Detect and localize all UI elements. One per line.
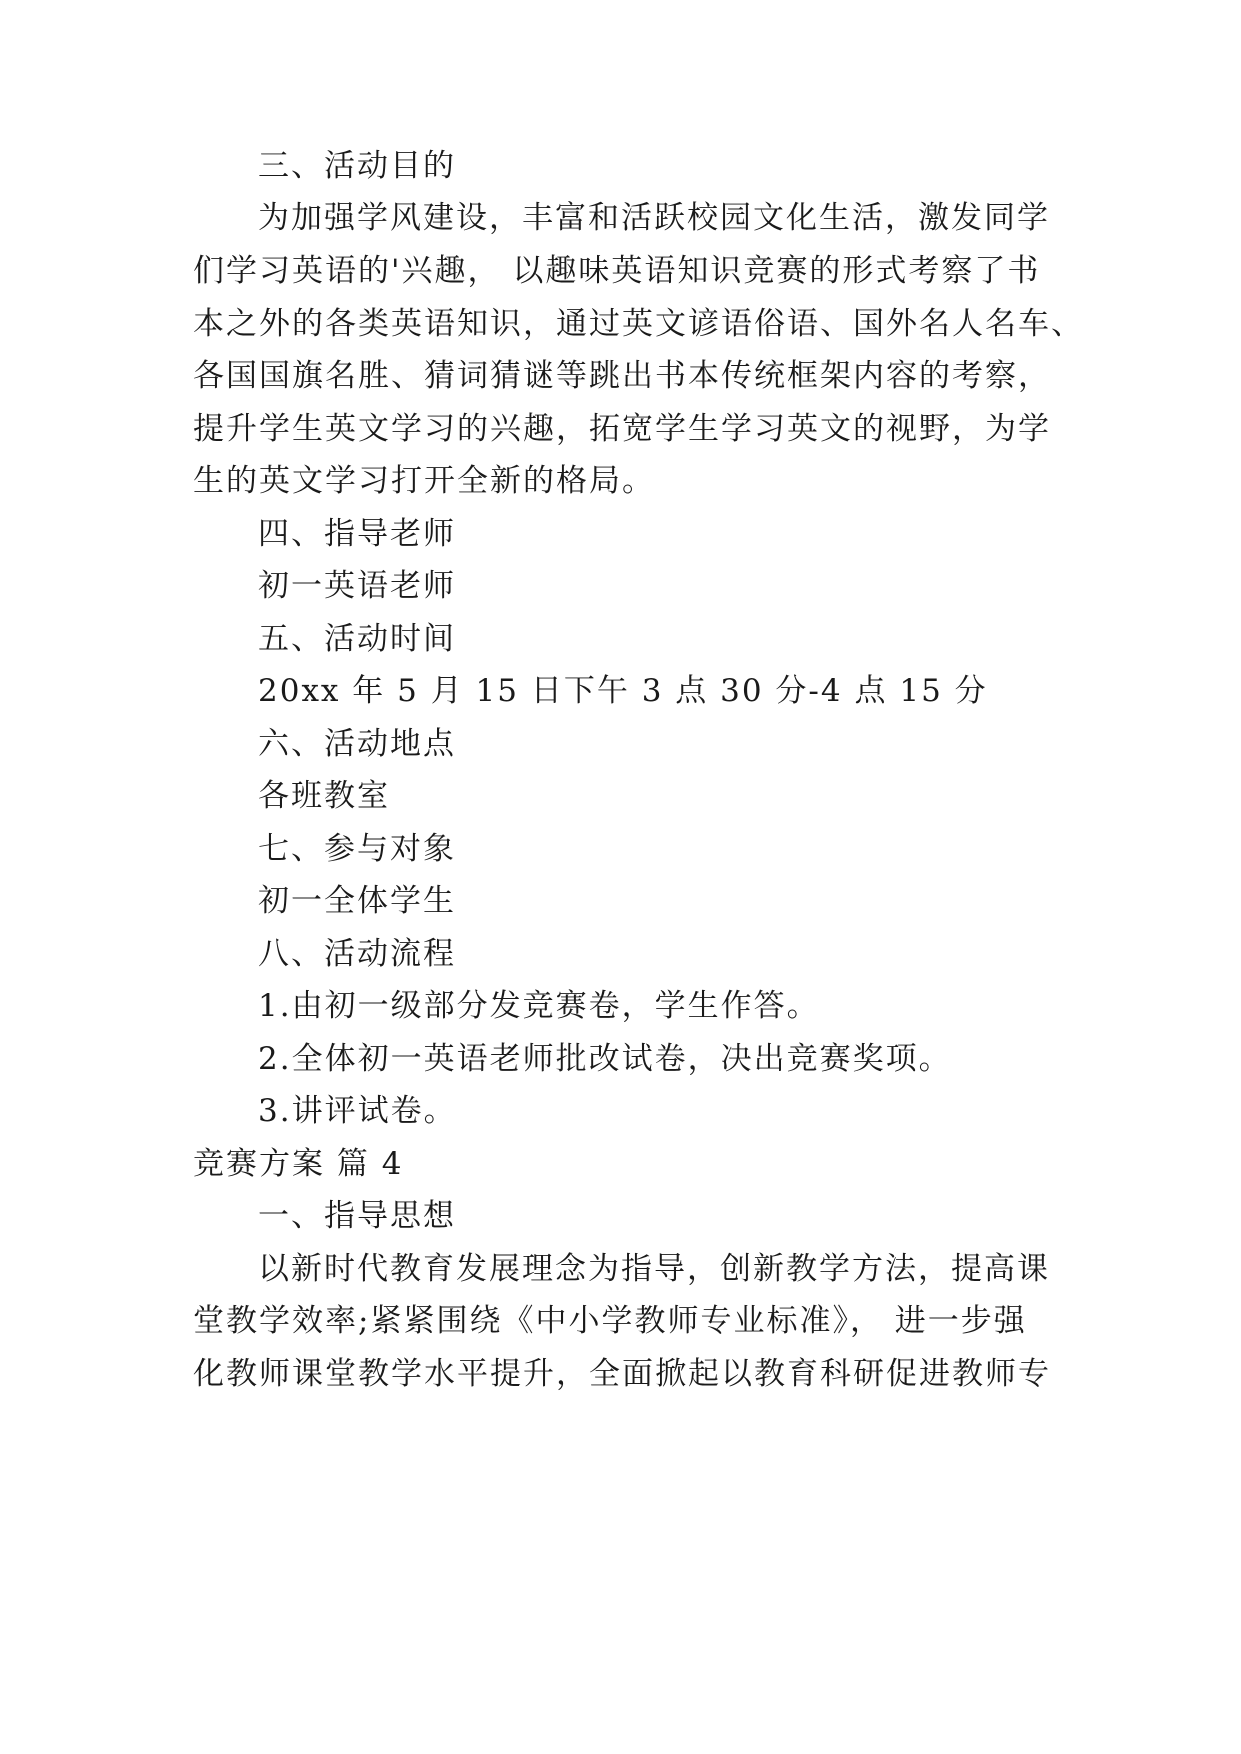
process-step: 2.全体初一英语老师批改试卷，决出竞赛奖项。 (258, 1041, 952, 1077)
process-step: 3.讲评试卷。 (258, 1093, 457, 1129)
time-text: 20xx 年 5 月 15 日下午 3 点 30 分-4 点 15 分 (258, 673, 988, 709)
section-heading-guiding-thought: 一、指导思想 (258, 1198, 456, 1234)
section-heading-time: 五、活动时间 (258, 621, 456, 657)
section-heading-location: 六、活动地点 (258, 726, 456, 762)
article-title: 竞赛方案 篇 4 (193, 1146, 404, 1182)
guiding-paragraph-line: 堂教学效率;紧紧围绕《中小学教师专业标准》， 进一步强 (193, 1303, 1027, 1339)
process-step: 1.由初一级部分发竞赛卷，学生作答。 (258, 988, 820, 1024)
purpose-paragraph-line: 生的英文学习打开全新的格局。 (193, 463, 655, 499)
purpose-paragraph-line: 本之外的各类英语知识，通过英文谚语俗语、国外名人名车、 (193, 306, 1084, 342)
purpose-paragraph-line: 提升学生英文学习的兴趣，拓宽学生学习英文的视野，为学 (193, 411, 1051, 447)
section-heading-process: 八、活动流程 (258, 936, 456, 972)
guiding-paragraph-line: 以新时代教育发展理念为指导，创新教学方法，提高课 (258, 1251, 1050, 1287)
location-text: 各班教室 (258, 778, 390, 814)
participants-text: 初一全体学生 (258, 883, 456, 919)
section-heading-purpose: 三、活动目的 (258, 148, 456, 184)
section-heading-instructor: 四、指导老师 (258, 516, 456, 552)
instructor-text: 初一英语老师 (258, 568, 456, 604)
purpose-paragraph-line: 们学习英语的'兴趣， 以趣味英语知识竞赛的形式考察了书 (193, 253, 1041, 289)
purpose-paragraph-line: 各国国旗名胜、猜词猜谜等跳出书本传统框架内容的考察， (193, 358, 1051, 394)
purpose-paragraph-line: 为加强学风建设，丰富和活跃校园文化生活，激发同学 (258, 200, 1050, 236)
section-heading-participants: 七、参与对象 (258, 831, 456, 867)
guiding-paragraph-line: 化教师课堂教学水平提升，全面掀起以教育科研促进教师专 (193, 1356, 1051, 1392)
